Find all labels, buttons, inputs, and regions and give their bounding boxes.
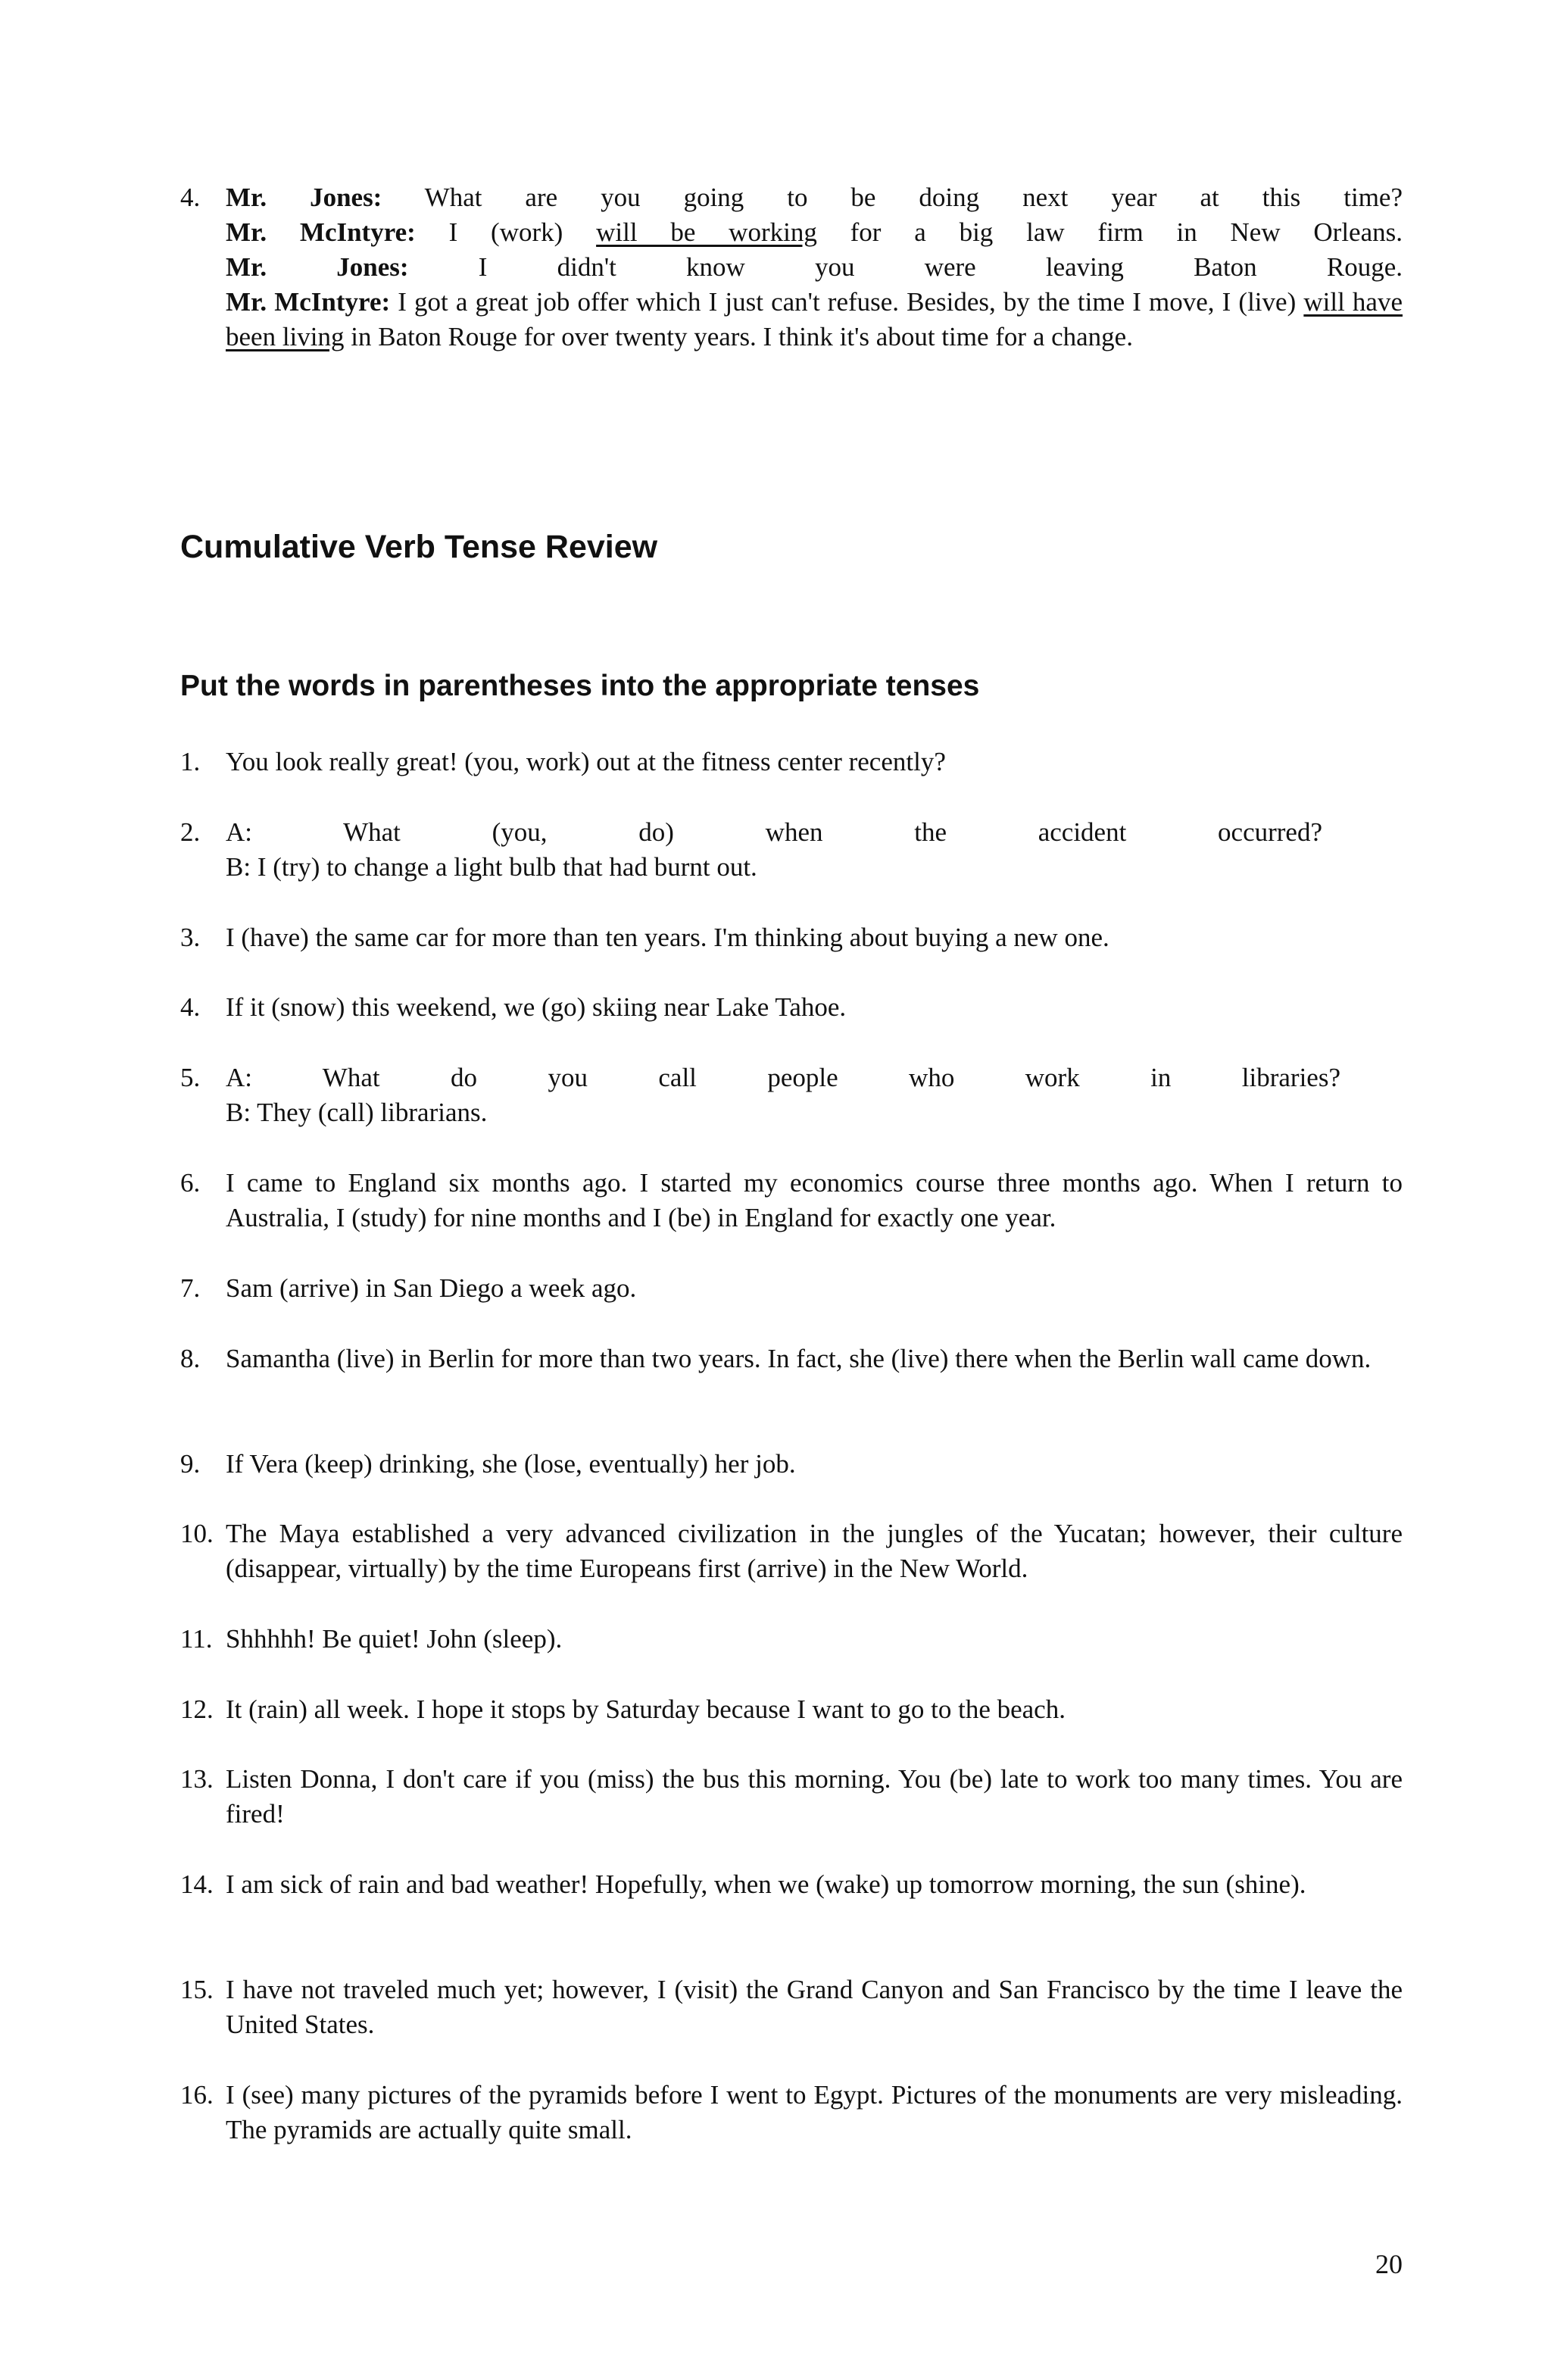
speaker-label: Mr. McIntyre: bbox=[226, 287, 391, 317]
exercise-item-15 bbox=[180, 1972, 1403, 2042]
item-text: I am sick of rain and bad weather! Hopefully, when we (wake) up tomorrow morning, the sun (shine). bbox=[226, 1869, 1306, 1899]
item-text: If it (snow) this weekend, we (go) skiing near Lake Tahoe. bbox=[226, 992, 847, 1022]
exercise-item-13 bbox=[180, 1762, 1403, 1832]
item-text: If Vera (keep) drinking, she (lose, eventually) her job. bbox=[226, 1449, 796, 1479]
item-text: Sam (arrive) in San Diego a week ago. bbox=[226, 1273, 637, 1303]
item-number: 8. bbox=[180, 1344, 201, 1373]
item-text: I came to England six months ago. I started my economics course three months ago. When I return to Australia, I (study) for nine months and I (be) in England for exactly one year. bbox=[226, 1168, 1403, 1232]
item-number: 4. bbox=[180, 183, 201, 212]
exercise-item-2 bbox=[180, 815, 1403, 885]
item-text: Shhhhh! Be quiet! John (sleep). bbox=[226, 1624, 563, 1654]
dialogue-item bbox=[180, 180, 1403, 355]
item-number: 1. bbox=[180, 747, 201, 776]
exercise-item-6 bbox=[180, 1166, 1403, 1235]
speaker-label: Mr. McIntyre: bbox=[226, 217, 416, 247]
item-text: Samantha (live) in Berlin for more than two years. In fact, she (live) there when the Berlin wall came down. bbox=[226, 1344, 1372, 1373]
item-number: 9. bbox=[180, 1449, 201, 1479]
exercise-item-16 bbox=[180, 2078, 1403, 2147]
item-text: It (rain) all week. I hope it stops by Saturday because I want to go to the beach. bbox=[226, 1694, 1066, 1724]
dialogue-text: I (work) bbox=[448, 217, 563, 247]
dialogue-text: in Baton Rouge for over twenty years. I think it's about time for a change. bbox=[351, 322, 1133, 351]
item-text: The Maya established a very advanced civilization in the jungles of the Yucatan; however, their culture (disappear, virtually) by the time Europeans first (arrive) in the New World. bbox=[226, 1519, 1403, 1583]
exercise-item-8 bbox=[180, 1341, 1403, 1376]
item-text: I (have) the same car for more than ten years. I'm thinking about buying a new one. bbox=[226, 923, 1109, 952]
exercise-item-5 bbox=[180, 1060, 1403, 1130]
exercise-item-7 bbox=[180, 1271, 1403, 1306]
exercise-item-11 bbox=[180, 1622, 1403, 1657]
exercise-item-4 bbox=[180, 990, 1403, 1025]
item-number: 14. bbox=[180, 1869, 214, 1899]
item-number: 12. bbox=[180, 1694, 214, 1724]
item-number: 5. bbox=[180, 1063, 201, 1092]
item-number: 3. bbox=[180, 923, 201, 952]
exercise-item-14 bbox=[180, 1867, 1403, 1902]
exercise-item-1 bbox=[180, 745, 1403, 779]
dialogue-text: I got a great job offer which I just can't refuse. Besides, by the time I move, I (live) bbox=[398, 287, 1297, 317]
item-text: A: What do you call people who work in libraries? bbox=[226, 1063, 1340, 1092]
item-number: 4. bbox=[180, 992, 201, 1022]
item-number: 16. bbox=[180, 2080, 214, 2110]
item-number: 7. bbox=[180, 1273, 201, 1303]
item-number: 11. bbox=[180, 1624, 213, 1654]
page-number: 20 bbox=[1375, 2249, 1403, 2279]
exercise-item-10 bbox=[180, 1516, 1403, 1586]
item-number: 2. bbox=[180, 817, 201, 847]
exercise-item-9 bbox=[180, 1447, 1403, 1482]
exercise-item-3 bbox=[180, 920, 1403, 955]
exercise-item-12 bbox=[180, 1692, 1403, 1727]
item-number: 10. bbox=[180, 1519, 214, 1548]
item-text: Listen Donna, I don't care if you (miss) the bus this morning. You (be) late to work too many times. You are fired! bbox=[226, 1764, 1403, 1829]
instructions-heading: Put the words in parentheses into the appropriate tenses bbox=[180, 670, 980, 702]
item-number: 15. bbox=[180, 1975, 214, 2004]
item-number: 13. bbox=[180, 1764, 214, 1794]
dialogue-line-4 bbox=[226, 285, 1403, 355]
dialogue-line-3 bbox=[226, 250, 1403, 285]
item-text: B: I (try) to change a light bulb that had burnt out. bbox=[226, 852, 757, 882]
item-number: 6. bbox=[180, 1168, 201, 1198]
item-text: I have not traveled much yet; however, I (visit) the Grand Canyon and San Francisco by the time I leave the United States. bbox=[226, 1975, 1403, 2039]
item-text: You look really great! (you, work) out at the fitness center recently? bbox=[226, 747, 946, 776]
dialogue-line-2 bbox=[226, 215, 1403, 250]
dialogue-body bbox=[226, 180, 1403, 355]
dialogue-line-1 bbox=[226, 180, 1403, 215]
item-text: I (see) many pictures of the pyramids before I went to Egypt. Pictures of the monuments are very misleading. The pyramids are actually quite small. bbox=[226, 2080, 1403, 2144]
dialogue-text: for a big law firm in New Orleans. bbox=[850, 217, 1403, 247]
answer-underlined: will have been living bbox=[226, 287, 1403, 351]
speaker-label: Mr. Jones: bbox=[226, 252, 409, 282]
item-text: A: What (you, do) when the accident occurred? bbox=[226, 817, 1322, 847]
section-heading: Cumulative Verb Tense Review bbox=[180, 529, 658, 565]
dialogue-text: What are you going to be doing next year at this time? bbox=[424, 183, 1403, 212]
item-text: B: They (call) librarians. bbox=[226, 1098, 488, 1127]
speaker-label: Mr. Jones: bbox=[226, 183, 382, 212]
dialogue-text: I didn't know you were leaving Baton Rouge. bbox=[478, 252, 1403, 282]
answer-underlined: will be working bbox=[596, 217, 817, 247]
